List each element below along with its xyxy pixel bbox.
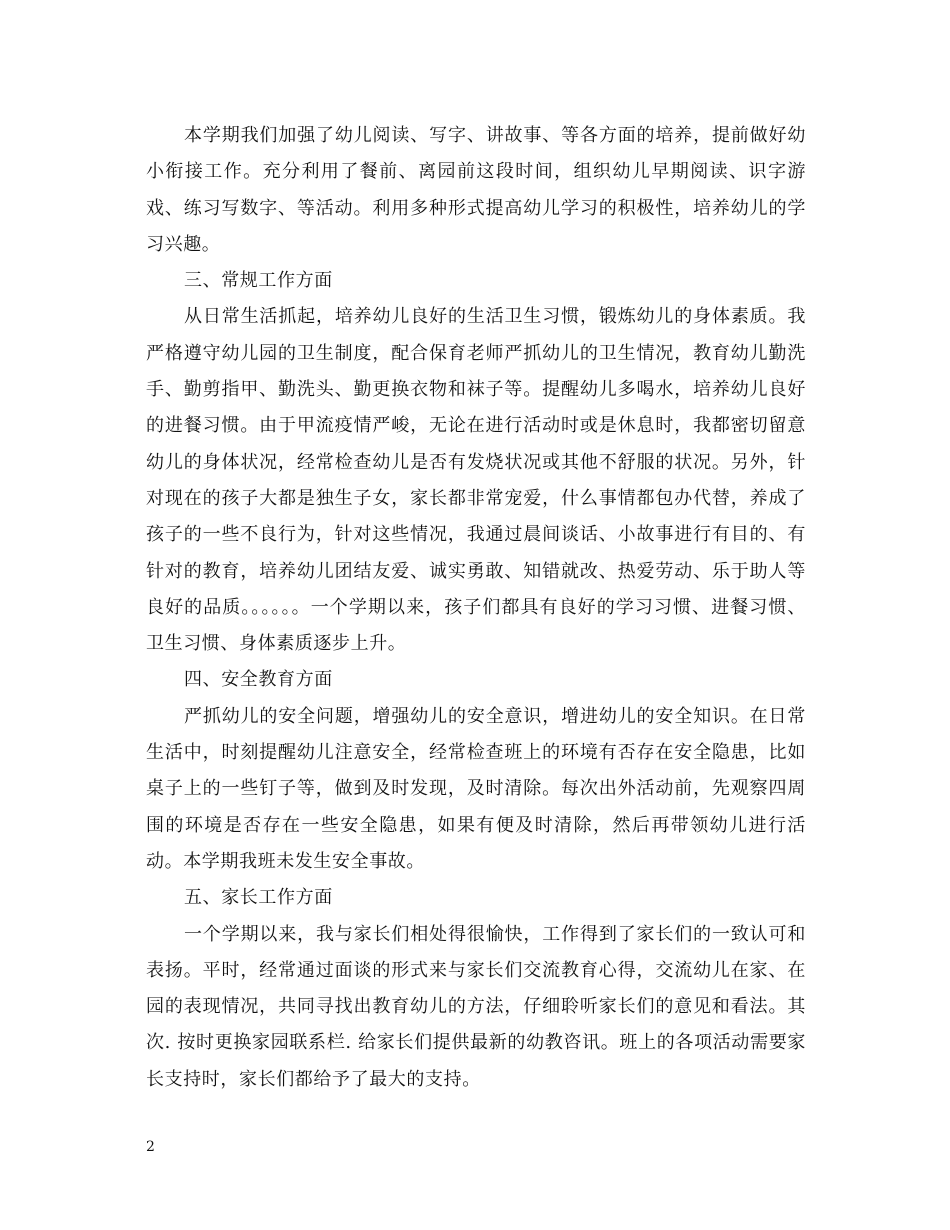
paragraph-parent-work: 一个学期以来，我与家长们相处得很愉快，工作得到了家长们的一致认可和表扬。平时，经常通过面谈的形式来与家长们交流教育心得，交流幼儿在家、在园的表现情况，共同寻找出教育幼儿的方法，仔细聆听家长们的意见和看法。其次. 按时更换家园联系栏. 给家长们提供最新的幼教咨讯。班上的各项活动需要家长支持时，家长们都给予了最大的支持。 — [146, 923, 806, 1090]
paragraph-early-learning: 本学期我们加强了幼儿阅读、写字、讲故事、等各方面的培养，提前做好幼小衔接工作。充分利用了餐前、离园前这段时间，组织幼儿早期阅读、识字游戏、练习写数字、等活动。利用多种形式提高幼儿学习的积极性，培养幼儿的学习兴趣。 — [146, 125, 806, 255]
section-heading-parent-work: 五、家长工作方面 — [184, 887, 333, 909]
page-number: 2 — [146, 1139, 155, 1155]
section-heading-routine-work: 三、常规工作方面 — [184, 270, 333, 292]
paragraph-safety-education: 严抓幼儿的安全问题，增强幼儿的安全意识，增进幼儿的安全知识。在日常生活中，时刻提醒幼儿注意安全，经常检查班上的环境有否存在安全隐患，比如桌子上的一些钉子等，做到及时发现，及时清除。每次出外活动前，先观察四周围的环境是否存在一些安全隐患，如果有便及时清除，然后再带领幼儿进行活动。本学期我班未发生安全事故。 — [146, 705, 806, 872]
paragraph-routine-work: 从日常生活抓起，培养幼儿良好的生活卫生习惯，锻炼幼儿的身体素质。我严格遵守幼儿园的卫生制度，配合保育老师严抓幼儿的卫生情况，教育幼儿勤洗手、勤剪指甲、勤洗头、勤更换衣物和袜子等。提醒幼儿多喝水，培养幼儿良好的进餐习惯。由于甲流疫情严峻，无论在进行活动时或是休息时，我都密切留意幼儿的身体状况，经常检查幼儿是否有发烧状况或其他不舒服的状况。另外，针对现在的孩子大都是独生子女，家长都非常宠爱，什么事情都包办代替，养成了孩子的一些不良行为，针对这些情况，我通过晨间谈话、小故事进行有目的、有针对的教育，培养幼儿团结友爱、诚实勇敢、知错就改、热爱劳动、乐于助人等良好的品质。。。。。。一个学期以来，孩子们都具有良好的学习习惯、进餐习惯、卫生习惯、身体素质逐步上升。 — [146, 306, 806, 655]
section-heading-safety-education: 四、安全教育方面 — [184, 669, 333, 691]
document-body — [146, 118, 806, 1098]
